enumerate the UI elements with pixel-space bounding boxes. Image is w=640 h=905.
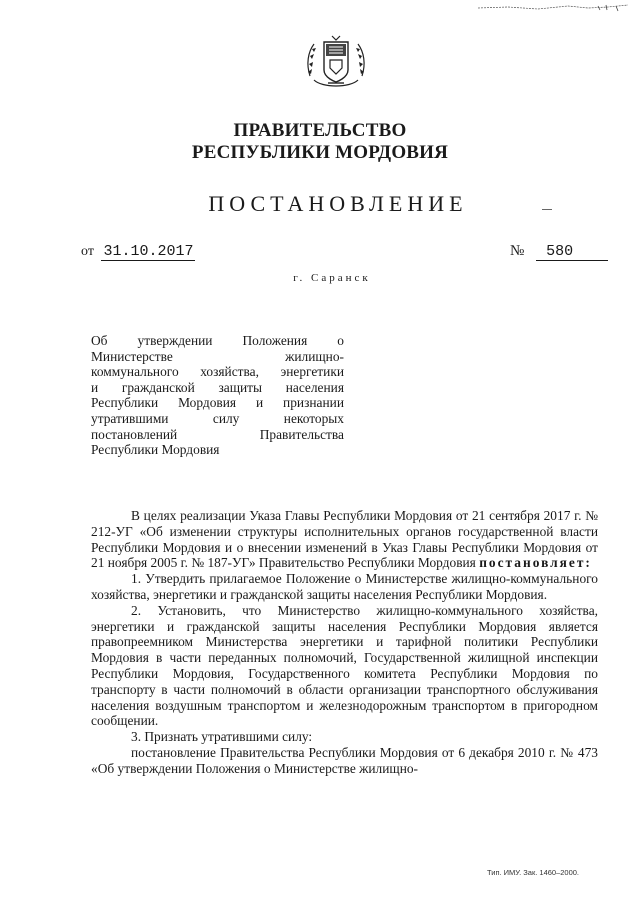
subject-line: Об утверждении Положения о [91,333,344,348]
org-title-line2: РЕСПУБЛИКИ МОРДОВИЯ [191,142,449,163]
intro-text: В целях реализации Указа Главы Республики Мордовия от 21 сентября 2017 г. № 212-УГ «Об изменении структуры исполнительных органов государственной власти Республики Мордовия и о внесении изменений в Указ Главы Республики Мордовия от 21 ноября 2005 г. № 187-УГ» Правительство Республики Мордовия [91,508,598,571]
date-field [81,243,195,261]
print-mark: Тип. ИМУ. Зак. 1460–2000. [487,868,580,877]
scan-artifact [478,4,628,12]
subject-line: Республики Мордовия и признании [91,395,344,411]
subject-line: Республики Мордовия [91,442,220,458]
number-value: 580 [536,243,608,261]
body-paragraph-4: постановление Правительства Республики Мордовия от 6 декабря 2010 г. № 473 «Об утверждении Положения о Министерстве жилищно- [91,744,598,776]
document-body [91,508,598,777]
body-paragraph-1: 1. Утвердить прилагаемое Положение о Министерстве жилищно-коммунального хозяйства, энергетики и гражданской защиты населения Республики Мордовия. [91,571,598,602]
number-field [510,243,608,261]
body-paragraph-2: 2. Установить, что Министерство жилищно-коммунального хозяйства, энергетики и гражданской защиты населения Республики Мордовия является правопреемником Министерства энергетики и тарифной политики Республики Мордовия в части переданных полномочий, Государственной жилищной инспекции Республики Мордовия, Государственного комитета Республики Мордовия по транспорту в части полномочий в области организации транспортного обслуживания населения воздушным транспортом и железнодорожным транспортом в пригородном сообщении. [91,602,598,729]
scan-dash [542,209,552,210]
number-prefix: № [510,243,525,259]
date-value: 31.10.2017 [103,243,194,260]
subject-line: утратившими силу некоторых [91,410,344,426]
resolves-word: постановляет: [479,555,592,571]
body-paragraph-3: 3. Признать утратившими силу: [131,729,313,745]
date-prefix: от [81,244,94,259]
org-title-line1: ПРАВИТЕЛЬСТВО [233,120,407,141]
body-intro [91,508,598,571]
subject-line: коммунального хозяйства, энергетики [91,364,344,380]
document-subject [91,333,344,458]
city: г. Саранск [293,272,371,284]
coat-of-arms-icon [302,34,370,92]
subject-line: Министерстве жилищно- [91,348,344,364]
subject-line: постановлений Правительства [91,426,344,442]
subject-line: и гражданской защиты населения [91,379,344,395]
document-type: ПОСТАНОВЛЕНИЕ [208,191,468,216]
